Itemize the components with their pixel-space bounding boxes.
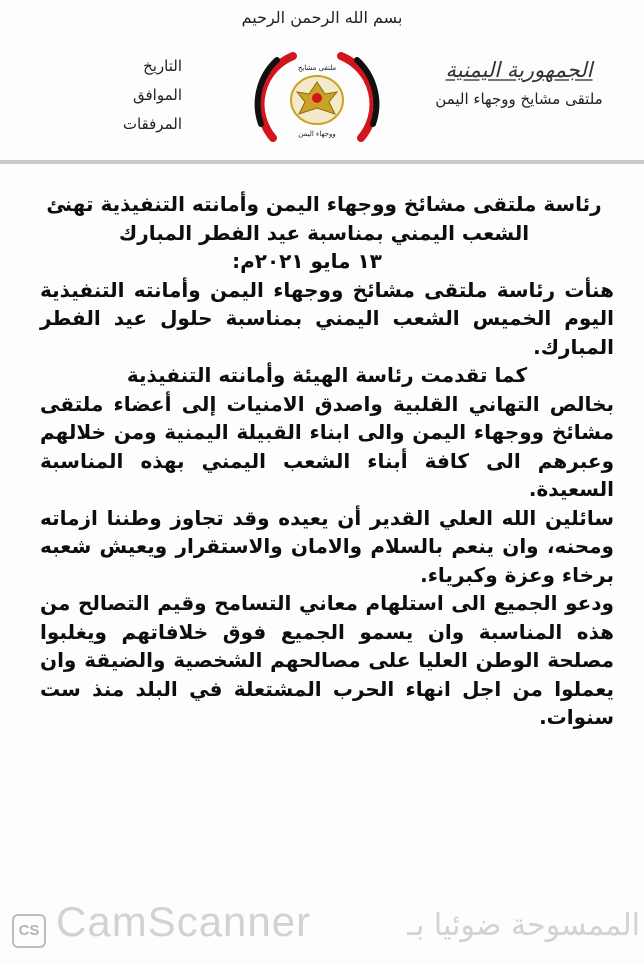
forum-name: ملتقى مشايخ ووجهاء اليمن (435, 90, 603, 108)
scanner-watermark (10, 898, 640, 948)
watermark-brand: CamScanner (56, 898, 312, 945)
title-line-1: رئاسة ملتقى مشائخ ووجهاء اليمن وأمانته التنفيذية تهنئ (46, 192, 602, 216)
paragraph-2-heading: كما تقدمت رئاسة الهيئة وأمانته التنفيذية (126, 363, 528, 387)
emblem-red-arc-right (341, 56, 373, 138)
reference-labels (112, 52, 182, 139)
forum-emblem-icon (243, 46, 391, 154)
title-line-2: الشعب اليمني بمناسبة عيد الفطر المبارك (118, 220, 530, 245)
issuer-block (404, 58, 634, 108)
logo-bottom-text: ووجهاء اليمن (298, 130, 336, 138)
paragraph-4: ودعو الجميع الى استلهام معاني التسامح وقيم التصالح من هذه المناسبة وان يسمو الجميع فوق خلافاتهم ويغلبوا مصلحة الوطن العليا على مصالحهم الشخصية والضيقة وان يعملوا من اجل انهاء الحرب المشتعلة في البلد منذ ست سنوات. (40, 591, 614, 729)
attachments-label: المرفقات (122, 115, 182, 133)
header-divider (0, 160, 644, 164)
letter-body (40, 190, 614, 732)
eagle-shield-icon (312, 93, 322, 103)
basmala: بسم الله الرحمن الرحيم (241, 8, 403, 27)
emblem-red-arc-left (261, 56, 293, 138)
logo-top-text: ملتقى مشايخ (297, 64, 337, 72)
republic-name: الجمهورية اليمنية (445, 58, 593, 82)
paragraph-2: بخالص التهاني القلبية واصدق الامنيات إلى أعضاء ملتقى مشائخ ووجهاء اليمن والى ابناء القبيلة اليمنية ومن خلالهم وعبرهم الى كافة أبناء الشعب اليمني بهذه المناسبة السعيدة. (40, 391, 614, 501)
date-label: التاريخ (143, 57, 182, 75)
camscanner-icon: CS (12, 914, 46, 948)
paragraph-3: سائلين الله العلي القدير أن يعيده وقد تجاوز وطننا ازماته ومحنه، وان ينعم بالسلام والامان والاستقرار ويعيش شعبه برخاء وعزة وكبرياء. (40, 505, 614, 587)
corresponding-date-label: الموافق (132, 86, 182, 104)
watermark-arabic: الممسوحة ضوئيا بـ (407, 908, 640, 943)
paragraph-1: هنأت رئاسة ملتقى مشائخ ووجهاء اليمن وأمانته التنفيذية اليوم الخميس الشعب اليمني بمناسبة حلول عيد الفطر المبارك. (40, 277, 614, 359)
forum-logo (243, 46, 391, 154)
letter-title (40, 190, 614, 247)
letter-date: ١٣ مايو ٢٠٢١م: (232, 249, 382, 273)
